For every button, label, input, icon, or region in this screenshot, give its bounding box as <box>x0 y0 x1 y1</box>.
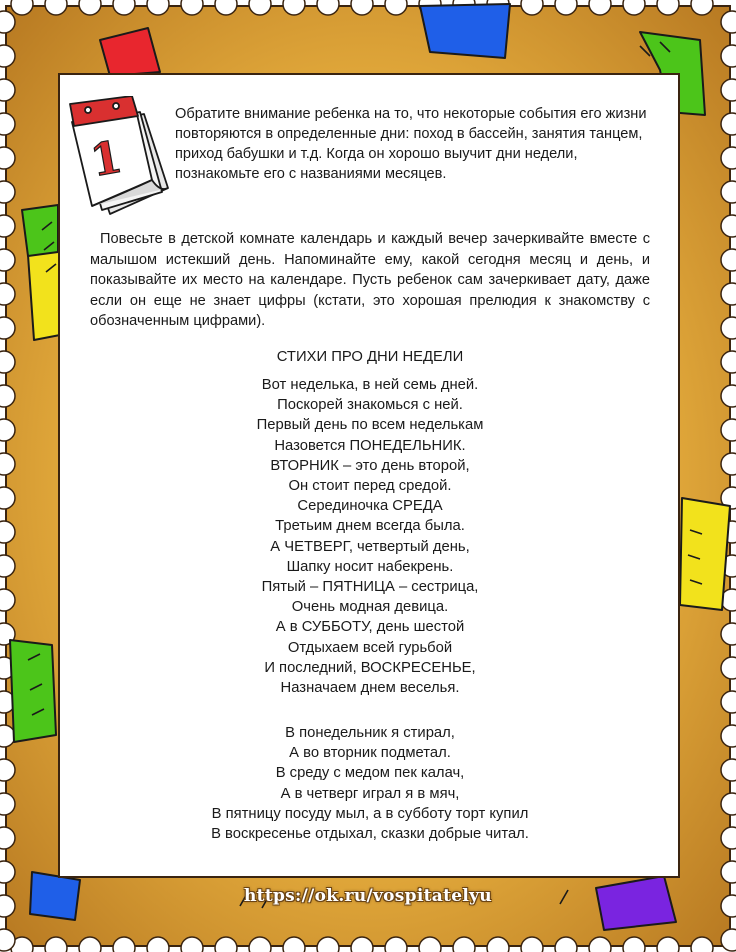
perforation-hole <box>721 181 736 203</box>
poem-line: В пятницу посуду мыл, а в субботу торт купил <box>211 805 529 822</box>
intro-text: Обратите внимание ребенка на то, что некоторые события его жизни повторяются в определенные дни: поход в бассейн, занятия танцем, приход бабушки и т.д. Когда он хорошо выучит дни недели, познакомьте его с названиями месяцев. <box>175 106 647 182</box>
patch-yellow-left <box>28 250 60 340</box>
patch-green-bottom-left <box>10 640 56 742</box>
perforation-hole <box>721 419 736 441</box>
perforation-hole <box>521 0 543 15</box>
perforation-hole <box>721 861 736 883</box>
perforation-hole <box>249 0 271 15</box>
perforation-hole <box>721 827 736 849</box>
perforation-hole <box>721 725 736 747</box>
perforation-hole <box>487 937 509 952</box>
perforation-hole <box>45 937 67 952</box>
perforation-hole <box>0 79 15 101</box>
calendar-icon <box>66 96 172 218</box>
perforation-hole <box>0 147 15 169</box>
perforation-hole <box>215 937 237 952</box>
perforation-hole <box>589 0 611 15</box>
perforation-hole <box>721 11 736 33</box>
poem-line: Вот неделька, в ней семь дней. <box>261 377 479 393</box>
perforation-hole <box>0 249 15 271</box>
perforation-hole <box>657 937 679 952</box>
poem-line: Серединочка СРЕДА <box>297 498 443 515</box>
perforation-hole <box>721 317 736 339</box>
perforation-hole <box>385 0 407 15</box>
perforation-hole <box>589 937 611 952</box>
perforation-hole <box>0 351 15 373</box>
perforation-hole <box>721 385 736 407</box>
perforation-hole <box>351 937 373 952</box>
poem-line: Первый день по всем неделькам <box>256 417 484 434</box>
poem-line: В среду с медом пек калач, <box>275 765 465 782</box>
perforation-hole <box>0 453 15 475</box>
perforation-hole <box>521 937 543 952</box>
perforation-hole <box>0 113 15 135</box>
perforation-hole <box>283 0 305 15</box>
poem-line: В воскресенье отдыхал, сказки добрые читал. <box>211 826 529 843</box>
perforation-hole <box>0 861 15 883</box>
perforation-hole <box>0 929 15 951</box>
perforation-hole <box>721 929 736 951</box>
perforation-hole <box>721 283 736 305</box>
patch-blue-top-right <box>420 4 510 58</box>
perforation-hole <box>0 793 15 815</box>
patch-green-left <box>22 205 58 256</box>
poem-line: Шапку носит набекрень. <box>286 558 454 575</box>
poem-line: А в СУББОТУ, день шестой <box>275 619 465 636</box>
perforation-hole <box>0 317 15 339</box>
perforation-hole <box>283 937 305 952</box>
perforation-hole <box>0 589 15 611</box>
calendar-number: 1 <box>86 131 126 188</box>
perforation-hole <box>0 555 15 577</box>
poem-line: Он стоит перед средой. <box>288 478 452 495</box>
perforation-hole <box>113 0 135 15</box>
perforation-hole <box>45 0 67 15</box>
patch-yellow-right <box>680 498 730 610</box>
perforation-hole <box>215 0 237 15</box>
perforation-hole <box>147 937 169 952</box>
poem-line: Назовется ПОНЕДЕЛЬНИК. <box>274 437 466 454</box>
perforation-hole <box>0 283 15 305</box>
perforation-hole <box>721 759 736 781</box>
perforation-hole <box>0 521 15 543</box>
calendar-advice-paragraph: Повесьте в детской комнате календарь и каждый вечер зачеркивайте вместе с малышом истекший день. Напоминайте ему, какой сегодня месяц и день, и показывайте их место на календаре. Пусть ребенок сам зачеркивает дату, даже если он еще не знает цифры (кстати, это хорошая прелюдия к знакомству с обозначенным цифрами). <box>90 231 650 329</box>
perforation-hole <box>555 937 577 952</box>
poem-line: Третьим днем всегда была. <box>275 518 465 535</box>
perforation-hole <box>79 937 101 952</box>
perforation-hole <box>453 937 475 952</box>
perforation-hole <box>721 453 736 475</box>
perforation-hole <box>317 0 339 15</box>
perforation-hole <box>721 793 736 815</box>
perforation-hole <box>317 937 339 952</box>
perforation-hole <box>385 937 407 952</box>
poem-line: Отдыхаем всей гурьбой <box>287 639 453 656</box>
perforation-hole <box>147 0 169 15</box>
poem-line: ВТОРНИК – это день второй, <box>270 457 470 474</box>
poem-title: СТИХИ ПРО ДНИ НЕДЕЛИ <box>276 349 464 365</box>
poem-line: А в четверг играл я в мяч, <box>280 785 460 802</box>
source-url[interactable]: https://ok.ru/vospitatelyu <box>244 886 492 906</box>
perforation-hole <box>721 147 736 169</box>
poem-line: Назначаем днем веселья. <box>280 680 460 697</box>
perforation-hole <box>79 0 101 15</box>
perforation-hole <box>623 0 645 15</box>
perforation-hole <box>0 827 15 849</box>
perforation-hole <box>691 0 713 15</box>
poem-line: И последний, ВОСКРЕСЕНЬЕ, <box>264 659 476 676</box>
perforation-hole <box>181 0 203 15</box>
perforation-hole <box>555 0 577 15</box>
poem-line: Поскорей знакомься с ней. <box>277 397 463 414</box>
perforation-hole <box>691 937 713 952</box>
poem-line: В понедельник я стирал, <box>285 725 455 741</box>
perforation-hole <box>623 937 645 952</box>
perforation-hole <box>351 0 373 15</box>
poem-line: Очень модная девица. <box>291 599 449 616</box>
perforation-hole <box>0 45 15 67</box>
perforation-hole <box>0 759 15 781</box>
poem-line: А ЧЕТВЕРГ, четвертый день, <box>270 538 470 555</box>
perforation-hole <box>181 937 203 952</box>
poem-line: А во вторник подметал. <box>289 745 451 762</box>
perforation-hole <box>249 937 271 952</box>
perforation-hole <box>0 385 15 407</box>
perforation-hole <box>0 181 15 203</box>
perforation-hole <box>721 657 736 679</box>
perforation-hole <box>0 215 15 237</box>
perforation-hole <box>11 0 33 15</box>
perforation-hole <box>721 351 736 373</box>
perforation-hole <box>721 249 736 271</box>
poem-days-of-week <box>70 375 670 698</box>
perforation-hole <box>721 79 736 101</box>
perforation-hole <box>419 937 441 952</box>
poem-line: Пятый – ПЯТНИЦА – сестрица, <box>261 579 479 596</box>
perforation-hole <box>721 113 736 135</box>
perforation-hole <box>721 691 736 713</box>
perforation-hole <box>0 487 15 509</box>
perforation-hole <box>721 45 736 67</box>
perforation-hole <box>0 419 15 441</box>
perforation-hole <box>113 937 135 952</box>
perforation-hole <box>0 11 15 33</box>
perforation-hole <box>721 215 736 237</box>
poem-weekly-chores <box>70 723 670 844</box>
perforation-hole <box>721 623 736 645</box>
perforation-hole <box>657 0 679 15</box>
